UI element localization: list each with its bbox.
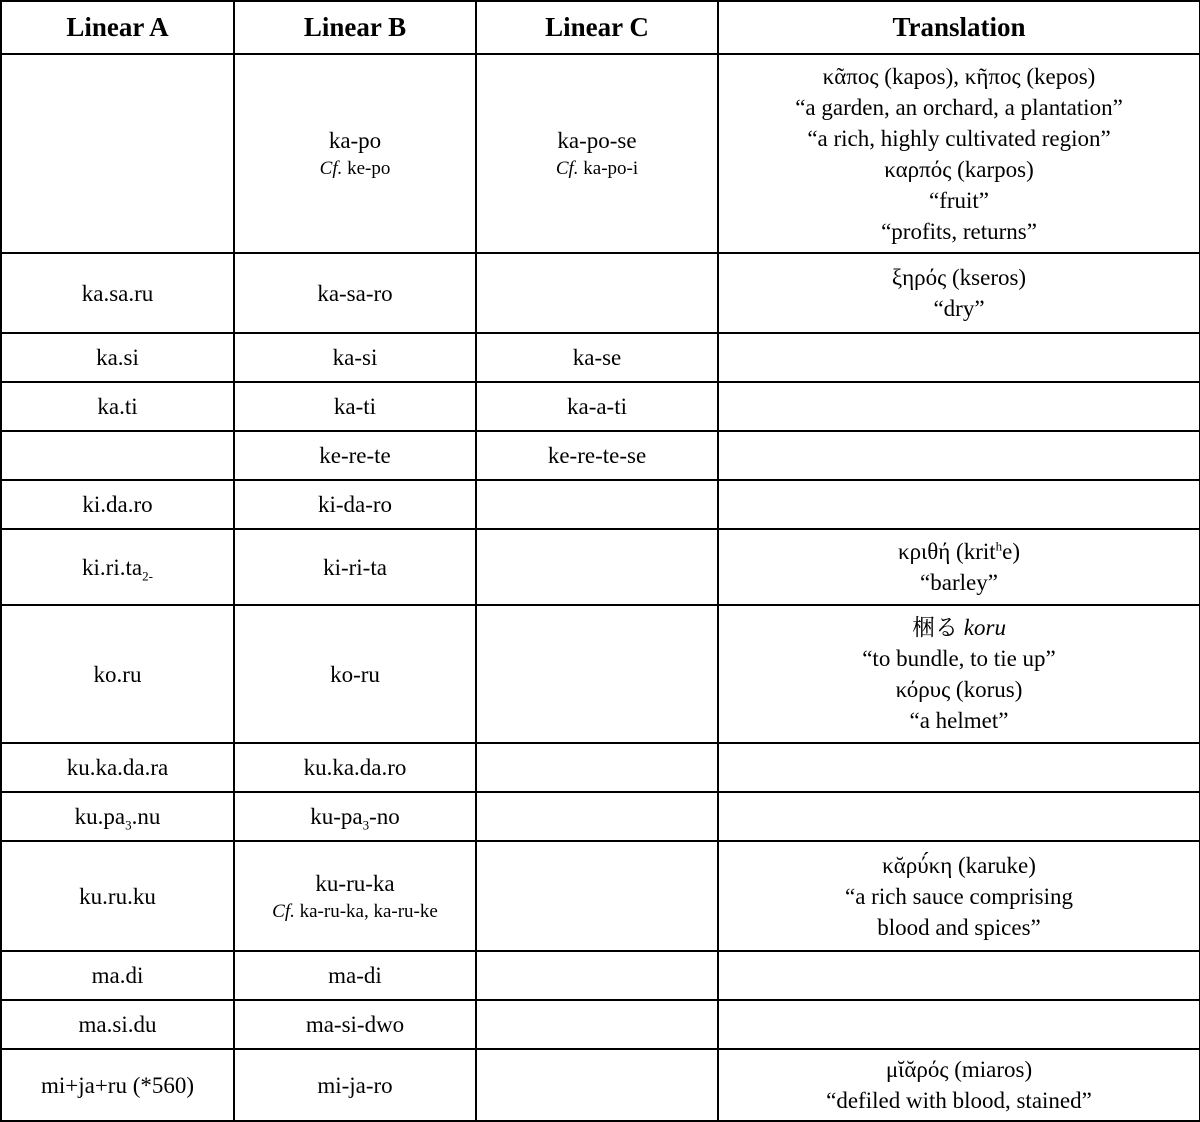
translation-line: “fruit” [928, 187, 989, 213]
cell-translation [718, 431, 1200, 480]
cell-linear-a: ku.ka.da.ra [1, 743, 234, 792]
cf-value: ke-po [347, 158, 391, 179]
cell-linear-a: ka.ti [1, 382, 234, 431]
text: e) [1002, 539, 1021, 564]
word: ka-po-se [557, 128, 637, 153]
translation-line: “barley” [920, 570, 998, 595]
translation-line: “defiled with blood, stained” [826, 1088, 1092, 1113]
cell-linear-b: ka-sa-ro [234, 253, 476, 333]
subscript: 3 [125, 817, 132, 833]
cf-label: Cf. [319, 158, 343, 179]
cell-linear-a: ko.ru [1, 605, 234, 743]
translation-line: “a helmet” [909, 708, 1009, 733]
table-row [1, 841, 1200, 951]
header-linear-a: Linear A [1, 1, 234, 54]
cell-linear-c [476, 253, 718, 333]
cell-linear-b: ki-da-ro [234, 480, 476, 529]
text: ku.pa [74, 804, 126, 829]
cell-linear-b: ke-re-te [234, 431, 476, 480]
cell-translation [718, 54, 1200, 253]
cell-translation [718, 792, 1200, 841]
cell-translation [718, 1000, 1200, 1049]
cf-label: Cf. [272, 900, 295, 922]
word: ku-ru-ka [315, 870, 395, 896]
translation-line: κᾶπος (kapos), κῆπος (kepos) [822, 63, 1096, 89]
translation-line: “to bundle, to tie up” [862, 646, 1056, 671]
cell-linear-b: ka-ti [234, 382, 476, 431]
cell-linear-a [1, 792, 234, 841]
cell-translation [718, 253, 1200, 333]
translation-line [725, 612, 1193, 643]
cell-linear-b [234, 54, 476, 253]
header-linear-c: Linear C [476, 1, 718, 54]
cf-value: ka-ru-ka, ka-ru-ke [299, 900, 438, 922]
table-row [1, 951, 1200, 1000]
table-row [1, 382, 1200, 431]
text: κριθή (krit [897, 539, 996, 564]
cell-translation [718, 529, 1200, 605]
cell-linear-b: ka-si [234, 333, 476, 382]
cell-linear-b: ma-di [234, 951, 476, 1000]
cell-linear-a [1, 54, 234, 253]
table-row [1, 333, 1200, 382]
cell-translation [718, 480, 1200, 529]
text: -no [369, 804, 400, 829]
romanization: koru [963, 615, 1006, 640]
cell-linear-b [234, 792, 476, 841]
translation-line: κᾰρύ́κη (karuke) [882, 852, 1036, 878]
cell-linear-c [476, 54, 718, 253]
word: ka-po [328, 128, 382, 153]
cell-linear-c [476, 951, 718, 1000]
cell-translation [718, 605, 1200, 743]
table-row [1, 743, 1200, 792]
cell-linear-c [476, 480, 718, 529]
translation-line: μῐᾰρός (miaros) [885, 1057, 1033, 1082]
cell-linear-c [476, 1049, 718, 1121]
table-row [1, 431, 1200, 480]
translation-line: καρπός (karpos) [884, 156, 1034, 182]
cell-translation [718, 951, 1200, 1000]
word: ki.ri.ta [82, 554, 143, 580]
cell-linear-c [476, 605, 718, 743]
table-row [1, 253, 1200, 333]
cell-linear-b: ku.ka.da.ro [234, 743, 476, 792]
cell-linear-c: ka-a-ti [476, 382, 718, 431]
subscript: 2- [142, 568, 153, 584]
cell-linear-c [476, 743, 718, 792]
translation-line: “dry” [933, 296, 985, 321]
superscript: h [995, 538, 1003, 554]
cell-linear-c [476, 792, 718, 841]
header-translation: Translation [718, 1, 1200, 54]
cell-linear-b: ko-ru [234, 605, 476, 743]
cell-linear-a: ma.si.du [1, 1000, 234, 1049]
table-row [1, 1000, 1200, 1049]
cross-reference [241, 899, 469, 925]
translation-line: “profits, returns” [881, 218, 1037, 244]
cell-linear-a: ki.da.ro [1, 480, 234, 529]
cell-translation [718, 1049, 1200, 1121]
table-row [1, 1049, 1200, 1121]
table-row [1, 792, 1200, 841]
cell-translation [718, 382, 1200, 431]
cell-linear-c: ka-se [476, 333, 718, 382]
cell-linear-c [476, 529, 718, 605]
cell-linear-b: ki-ri-ta [234, 529, 476, 605]
cell-linear-a [1, 431, 234, 480]
cell-linear-a: ka.si [1, 333, 234, 382]
table-row [1, 480, 1200, 529]
cell-linear-b [234, 841, 476, 951]
cf-label: Cf. [555, 158, 579, 179]
cell-translation [718, 743, 1200, 792]
translation-line: κόρυς (korus) [895, 677, 1023, 702]
text: ku-pa [310, 804, 363, 829]
table-row [1, 529, 1200, 605]
table-row [1, 605, 1200, 743]
cell-linear-a: ma.di [1, 951, 234, 1000]
cell-linear-c: ke-re-te-se [476, 431, 718, 480]
table-row [1, 54, 1200, 253]
translation-line: “a garden, an orchard, a plantation” [795, 94, 1123, 120]
cell-linear-a: ku.ru.ku [1, 841, 234, 951]
cell-linear-b: mi-ja-ro [234, 1049, 476, 1121]
cross-reference [241, 156, 469, 182]
japanese-word: 梱る [912, 615, 959, 640]
translation-line: “a rich sauce comprising [845, 883, 1073, 909]
cell-linear-c [476, 841, 718, 951]
cf-value: ka-po-i [583, 158, 639, 179]
translation-line: ξηρός (kseros) [891, 265, 1027, 290]
translation-line [725, 536, 1193, 567]
cell-linear-a: mi+ja+ru (*560) [1, 1049, 234, 1121]
header-linear-b: Linear B [234, 1, 476, 54]
cross-reference [483, 156, 711, 182]
translation-line: blood and spices” [877, 914, 1041, 940]
subscript: 3 [362, 817, 370, 833]
cell-linear-a [1, 529, 234, 605]
cell-linear-b: ma-si-dwo [234, 1000, 476, 1049]
cell-linear-c [476, 1000, 718, 1049]
text: .nu [131, 804, 161, 829]
cell-translation [718, 841, 1200, 951]
cell-linear-a: ka.sa.ru [1, 253, 234, 333]
cell-translation [718, 333, 1200, 382]
translation-line: “a rich, highly cultivated region” [807, 125, 1111, 151]
header-row [1, 1, 1200, 54]
